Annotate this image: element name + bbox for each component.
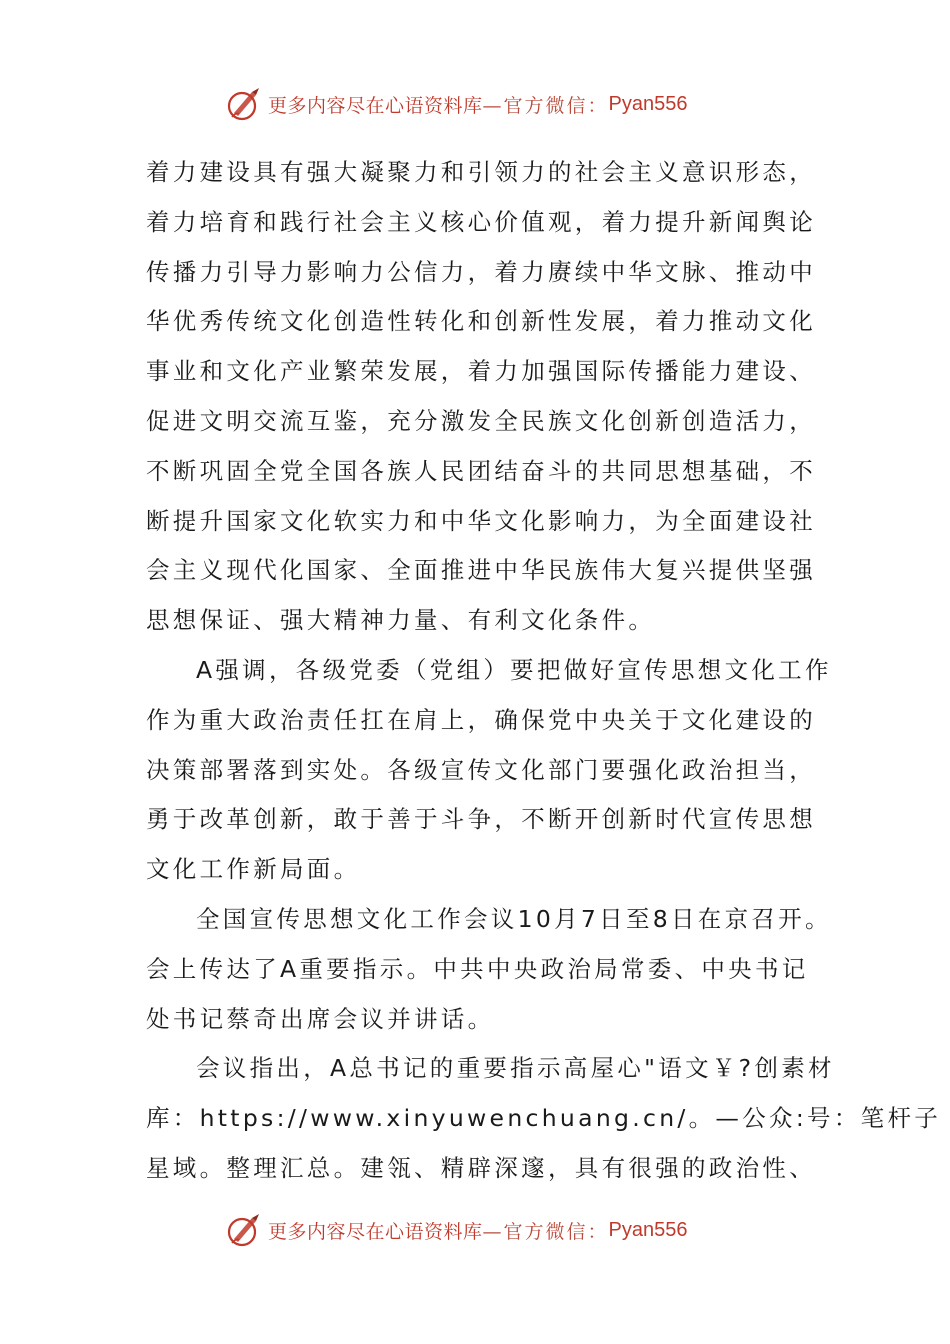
text-line: 会上传达了A重要指示。中共中央政治局常委、中央书记	[146, 954, 809, 983]
paragraph	[146, 895, 832, 1044]
footer-wechat-label: —官方微信：	[482, 1220, 609, 1243]
text-line: 星域。整理汇总。建瓴、精辟深邃，具有很强的政治性、	[146, 1153, 816, 1182]
pen-quill-logo-icon	[226, 1212, 262, 1248]
text-line: 传播力引导力影响力公信力，着力赓续中华文脉、推动中	[146, 257, 816, 286]
header-site-text: 更多内容尽在心语资料库	[268, 94, 483, 117]
text-line: 思想保证、强大精神力量、有利文化条件。	[146, 606, 656, 635]
text-line: 事业和文化产业繁荣发展，着力加强国际传播能力建设、	[146, 357, 816, 386]
header-wechat-label: —官方微信：	[482, 94, 609, 117]
text-line: 作为重大政治责任扛在肩上，确保党中央关于文化建设的	[146, 705, 816, 734]
text-line: 促进文明交流互鉴，充分激发全民族文化创新创造活力，	[146, 406, 816, 435]
text-line: 会议指出，A总书记的重要指示高屋心"语文￥?创素材	[196, 1054, 835, 1083]
text-line: 决策部署落到实处。各级宣传文化部门要强化政治担当，	[146, 755, 816, 784]
footer-site-text: 更多内容尽在心语资料库	[268, 1220, 483, 1243]
text-line: 断提升国家文化软实力和中华文化影响力，为全面建设社	[146, 506, 816, 535]
text-line: 处书记蔡奇出席会议并讲话。	[146, 1004, 495, 1033]
footer-wechat-id: Pyan556	[608, 1218, 688, 1241]
text-line: 着力建设具有强大凝聚力和引领力的社会主义意识形态，	[146, 158, 816, 186]
paragraph	[146, 1044, 942, 1193]
text-line: 会主义现代化国家、全面推进中华民族伟大复兴提供坚强	[146, 556, 816, 585]
text-line: 文化工作新局面。	[146, 855, 361, 884]
text-line: 全国宣传思想文化工作会议10月7日至8日在京召开。	[196, 904, 832, 933]
text-line: A强调，各级党委（党组）要把做好宣传思想文化工作	[196, 655, 832, 684]
footer-banner	[226, 1210, 688, 1250]
header-banner	[226, 84, 688, 124]
text-line: 勇于改革创新，敢于善于斗争，不断开创新时代宣传思想	[146, 805, 816, 834]
text-line: 华优秀传统文化创造性转化和创新性发展，着力推动文化	[146, 307, 816, 336]
text-line: 着力培育和践行社会主义核心价值观，着力提升新闻舆论	[146, 207, 816, 236]
text-line: 库：https://www.xinyuwenchuang.cn/。—公众:号：笔杆子	[146, 1104, 942, 1133]
paragraph	[146, 646, 832, 895]
paragraph	[146, 148, 816, 646]
header-wechat-id: Pyan556	[608, 92, 688, 115]
text-line: 不断巩固全党全国各族人民团结奋斗的共同思想基础，不	[146, 456, 816, 485]
document-body	[146, 148, 942, 1194]
pen-quill-logo-icon	[226, 86, 262, 122]
